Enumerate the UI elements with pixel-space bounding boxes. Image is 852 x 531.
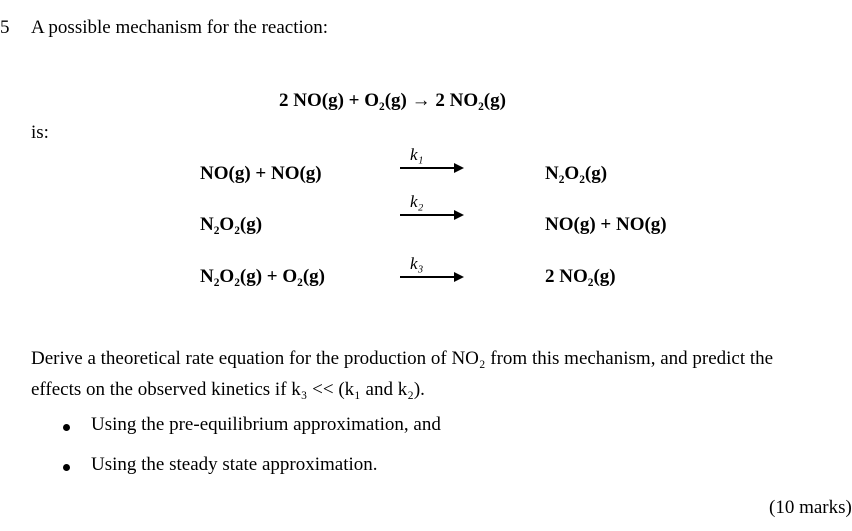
step-2-products: NO(g) + NO(g): [545, 214, 667, 235]
step-1-arrow: [400, 145, 464, 175]
task-paragraph: [31, 343, 841, 405]
marks-label: (10 marks): [769, 497, 852, 518]
step-1-products: N₂O₂(g): [545, 163, 608, 184]
question-intro: A possible mechanism for the reaction:: [31, 17, 329, 38]
task-line-2: effects on the observed kinetics if k₃ << (k₁ and k₂).: [31, 379, 425, 400]
arrow-head-icon: [454, 210, 464, 220]
bullet-pre-equilibrium: Using the pre-equilibrium approximation, and: [91, 414, 441, 435]
arrow-head-icon: [454, 272, 464, 282]
is-label: is:: [31, 122, 49, 143]
step-1-reactants: NO(g) + NO(g): [200, 163, 322, 184]
arrow-shaft: [400, 167, 456, 169]
task-line-1: Derive a theoretical rate equation for the production of NO₂ from this mechanism, and predict the: [31, 348, 774, 369]
bullet-icon: [63, 464, 70, 471]
step-3-reactants: N₂O₂(g) + O₂(g): [200, 266, 326, 287]
bullet-steady-state: Using the steady state approximation.: [91, 454, 378, 475]
step-2-reactants: N₂O₂(g): [200, 214, 263, 235]
step-3-products: 2 NO₂(g): [545, 266, 616, 287]
question-number: 5: [0, 17, 10, 38]
arrow-shaft: [400, 214, 456, 216]
arrow-head-icon: [454, 163, 464, 173]
bullet-icon: [63, 424, 70, 431]
rate-constant-k3: k₃: [410, 254, 424, 273]
arrow-shaft: [400, 276, 456, 278]
step-2-arrow: [400, 192, 464, 222]
rate-constant-k2: k₂: [410, 192, 424, 211]
step-3-arrow: [400, 254, 464, 284]
overall-reaction-equation: 2 NO(g) + O₂(g) → 2 NO₂(g): [279, 90, 506, 111]
rate-constant-k1: k₁: [410, 145, 424, 164]
